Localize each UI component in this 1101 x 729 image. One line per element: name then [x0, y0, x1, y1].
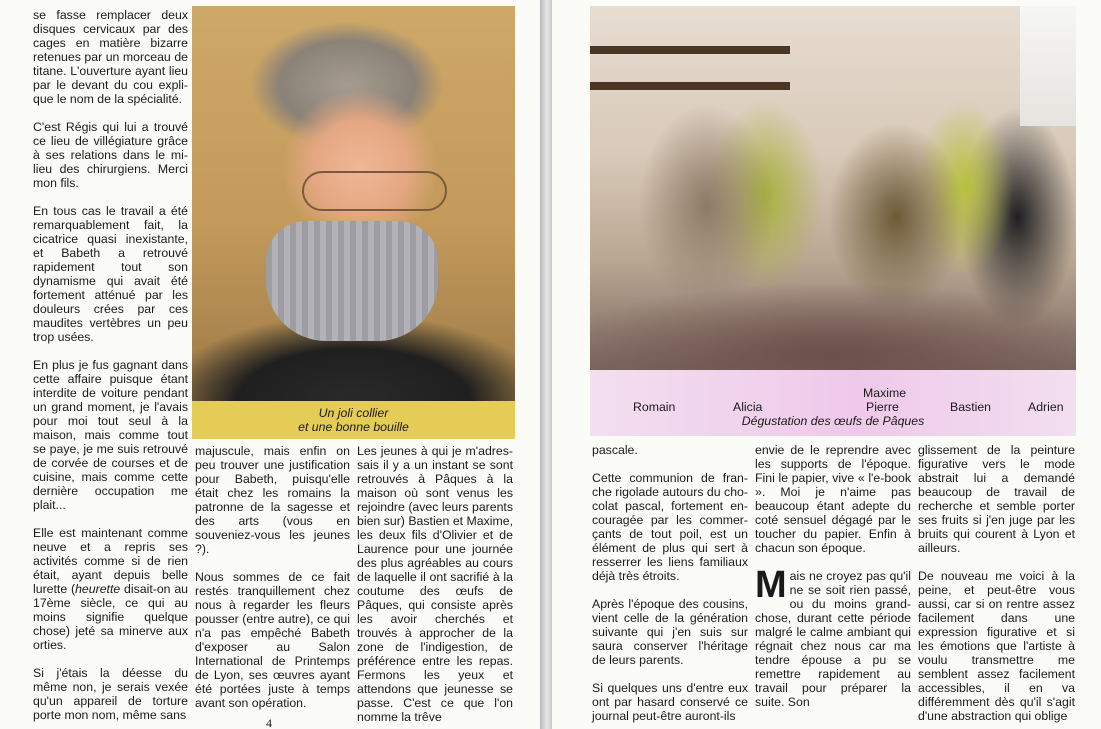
- group-photo: [590, 6, 1076, 370]
- paragraph: Cette communion de franche rigolade autours du chocolat pascal, fortement encouragée par les commerçants de tout poil, est un élément de plus qui sert à resserrer les liens familiaux déjà très étroits.: [592, 471, 748, 583]
- text-run: Elle est maintenant comme neuve et a repris ses activités comme si de rien était, ayant depuis belle lurette (: [33, 526, 188, 596]
- name-bastien: Bastien: [950, 400, 992, 414]
- drop-cap: M: [755, 564, 787, 606]
- portrait-photo: [192, 6, 515, 401]
- left-column-2: [195, 444, 350, 710]
- left-column-1: [33, 8, 188, 722]
- paragraph: Si j'étais la déesse du même non, je serais vexée qu'un appareil de torture porte mon nom, même sans: [33, 666, 188, 722]
- right-column-2: [755, 443, 911, 709]
- paragraph: [755, 564, 911, 709]
- caption-line: et une bonne bouille: [298, 420, 409, 434]
- name-pierre: Pierre: [866, 400, 899, 414]
- paragraph: [33, 526, 188, 652]
- left-column-3: [357, 444, 513, 724]
- paragraph: En tous cas le travail a été remarquablement fait, la cicatrice quasi inexistante, et Babeth a retrouvé rapidement tout son dynamisme qui avait été fortement atténué par les douleurs crées par ces maudites vertèbres un peu trop usées.: [33, 204, 188, 344]
- shelf-shape: [590, 46, 790, 54]
- shelf-shape: [590, 82, 790, 90]
- italic-word: heurette: [75, 582, 121, 596]
- neck-collar-shape: [266, 221, 438, 341]
- names-caption-bar: [590, 370, 1076, 436]
- left-page: [0, 0, 542, 729]
- paragraph: pascale.: [592, 443, 638, 457]
- paragraph: Après l'époque des cousins, vient celle de la génération suivante qui j'en suis sur saura conserver l'héritage de leurs parents.: [592, 597, 748, 667]
- group-photo-caption: Dégustation des œufs de Pâques: [741, 414, 925, 428]
- text-run: ais ne croyez pas qu'il ne se soit rien passé, ou du moins grand-chose, durant cette période malgré le calme ambiant qui régnait chez nous car ma tendre épouse a pu se remettre rapidement au travail pour préparer la suite. Son: [755, 569, 911, 709]
- right-column-3: [918, 443, 1075, 723]
- name-romain: Romain: [633, 400, 676, 414]
- page-number: 4: [266, 716, 272, 729]
- paragraph: se fasse remplacer deux disques cervicaux par des cages en matière bizarre retenues par un morceau de titane. L'ouverture ayant lieu par le devant du cou explique le nom de la spécialité.: [33, 8, 188, 106]
- paragraph: C'est Régis qui lui a trouvé ce lieu de villégiature grâce à ses relations dans le milieu des chirurgiens. Merci mon fils.: [33, 120, 188, 190]
- paragraph: glissement de la peinture figurative vers le mode abstrait lui a demandé beaucoup de travail de recherche et semble porter ses fruits si j'en juge par les bruits qui courent à Lyon et ailleurs.: [918, 443, 1075, 555]
- paragraph: Si quelques uns d'entre eux ont par hasard conservé ce journal peut-être auront-ils: [592, 681, 748, 723]
- right-column-1: [592, 443, 748, 723]
- paragraph: En plus je fus gagnant dans cette affaire puisque étant interdite de voiture pendant un grand moment, je l'avais pour moi tout seul à la maison, mais comme tout se paye, je me suis retrouvé de corvée de courses et de cuisine, mais comme cette dernière occupation me plait...: [33, 358, 188, 512]
- name-maxime: Maxime: [863, 386, 907, 400]
- paragraph: majuscule, mais enfin on peu trouver une justification pour Babeth, puisqu'elle était chez les romains la patronne de la sagesse et des arts (vous en souveniez-vous les jeunes ?).: [195, 444, 350, 556]
- caption-line: Un joli collier: [318, 406, 389, 420]
- paragraph: De nouveau me voici à la peine, et peut-être vous aussi, car si on rentre assez facilement dans une expression figurative et si les émotions que l'artiste à voulu transmettre me semblent assez facilement accessibles, il en va différemment dès qu'il s'agit d'une abstraction qui oblige: [918, 569, 1075, 723]
- portrait-caption: [192, 401, 515, 439]
- window-shape: [1020, 6, 1076, 126]
- paragraph: envie de le reprendre avec les supports de l'époque. Fini le papier, vive « l'e-book ». Moi je n'aime pas beaucoup étant adepte du coté sensuel dégagé par le toucher du papier. Enfin à chacun son époque.: [755, 443, 911, 555]
- paragraph: Nous sommes de ce fait restés tranquillement chez nous à regarder les fleurs pousser (entre autre), ce qui n'a pas empêché Babeth d'exposer au Salon International de Printemps de Lyon, ses œuvres ayant été portées juste à temps avant son opération.: [195, 570, 350, 710]
- name-adrien: Adrien: [1028, 400, 1064, 414]
- glasses-shape: [302, 171, 447, 211]
- text-run: disait-on au 17ème siècle, ce qui au moins signifie quelque chose) jeté sa minerve aux orties.: [33, 582, 188, 652]
- name-alicia: Alicia: [733, 400, 763, 414]
- paragraph: Les jeunes à qui je m'adressais il y a un instant se sont retrouvés à Pâques à la maison où sont venus les rejoindre (avec leurs parents bien sur) Bastien et Maxime, les deux fils d'Olivier et de Laurence pour une journée des plus agréables au cours de laquelle il ont sacrifié à la coutume des œufs de Pâques, qui consiste après les avoir cherchés et trouvés à approcher de la zone de l'indigestion, de préférence entre les repas. Fermons les yeux et attendons que jeunesse se passe. C'est ce que l'on nomme la trêve: [357, 444, 513, 724]
- right-page: [552, 0, 1101, 729]
